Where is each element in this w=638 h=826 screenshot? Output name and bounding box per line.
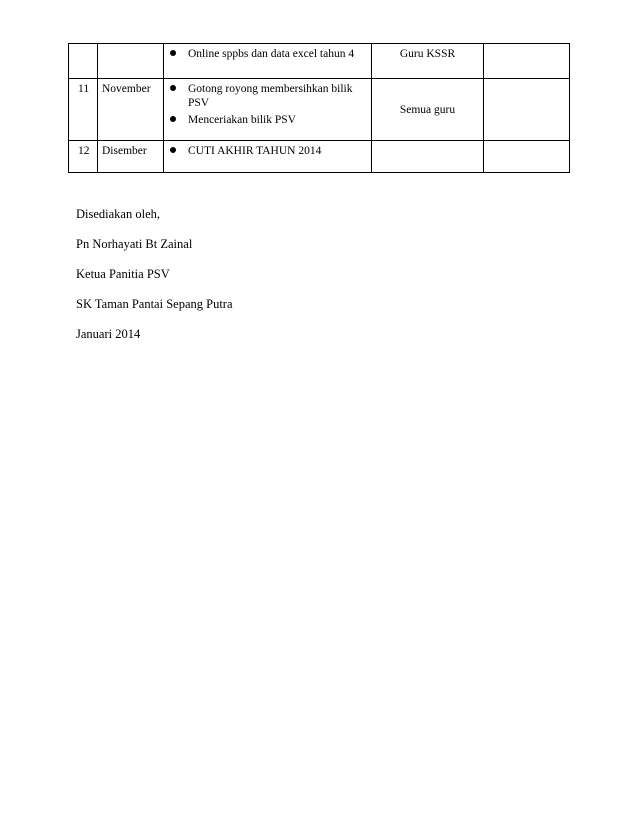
person-in-charge-cell: Semua guru xyxy=(372,79,484,141)
signature-block xyxy=(76,207,233,357)
table-row xyxy=(69,44,570,79)
activities-cell xyxy=(164,44,372,79)
activity-item xyxy=(164,82,371,110)
bullet-icon xyxy=(170,50,176,56)
activity-item xyxy=(164,47,371,61)
note-cell xyxy=(484,79,570,141)
month-cell: Disember xyxy=(98,141,164,173)
prepared-by-label: Disediakan oleh, xyxy=(76,207,161,221)
activity-plan-table xyxy=(68,43,570,173)
bullet-icon xyxy=(170,85,176,91)
activities-cell xyxy=(164,79,372,141)
preparer-name: Pn Norhayati Bt Zainal xyxy=(76,237,193,251)
bullet-icon xyxy=(170,147,176,153)
preparer-position: Ketua Panitia PSV xyxy=(76,267,170,281)
table-row xyxy=(69,79,570,141)
activity-item xyxy=(164,144,371,158)
activity-text: Gotong royong membersihkan bilik PSV xyxy=(188,83,353,109)
activity-text: Menceriakan bilik PSV xyxy=(188,114,296,126)
table-row xyxy=(69,141,570,173)
month-cell xyxy=(98,44,164,79)
document-date: Januari 2014 xyxy=(76,327,141,341)
row-number-cell xyxy=(69,44,98,79)
row-number-cell: 12 xyxy=(69,141,98,173)
person-in-charge-cell xyxy=(372,44,484,79)
person-in-charge-text: Guru KSSR xyxy=(399,48,456,60)
activity-text: Online sppbs dan data excel tahun 4 xyxy=(188,48,355,60)
person-in-charge-cell xyxy=(372,141,484,173)
activity-text: CUTI AKHIR TAHUN 2014 xyxy=(188,145,322,157)
month-cell: November xyxy=(98,79,164,141)
school-name: SK Taman Pantai Sepang Putra xyxy=(76,297,233,311)
activity-item xyxy=(164,113,371,127)
row-number-cell: 11 xyxy=(69,79,98,141)
bullet-icon xyxy=(170,116,176,122)
note-cell xyxy=(484,44,570,79)
note-cell xyxy=(484,141,570,173)
activities-cell xyxy=(164,141,372,173)
